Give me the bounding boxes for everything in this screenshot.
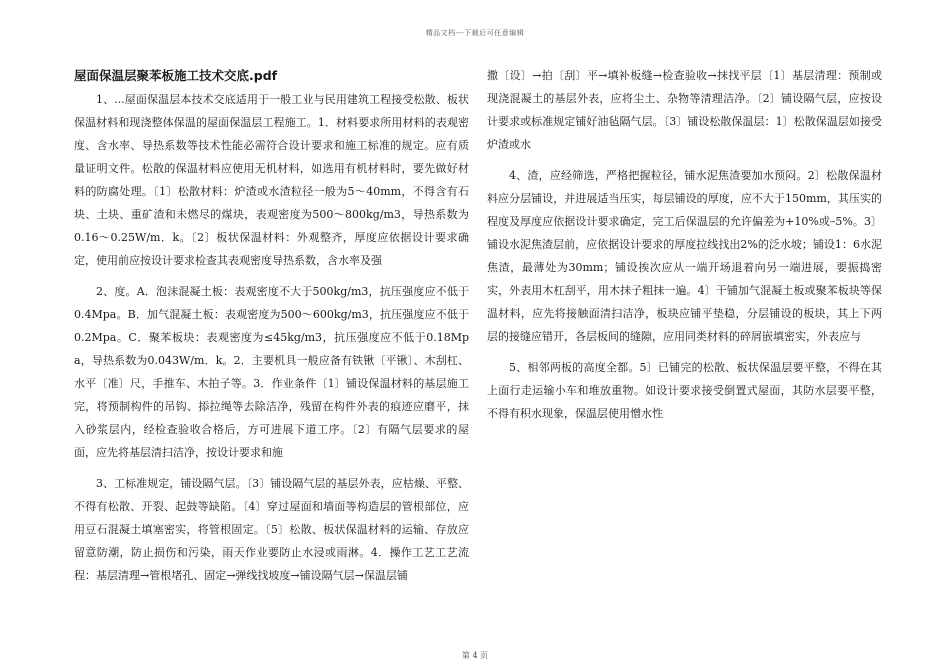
- page-header: 精品文档---下载后可任意编辑: [425, 29, 525, 37]
- document-title: 屋面保温层聚苯板施工技术交底.pdf: [74, 68, 278, 83]
- paragraph: 撒〔设〕→拍〔刮〕平→填补板缝→检查验收→抹找平层〔1〕基层清理：预制或现浇混凝土的基层外表，应将尘土、杂物等清理洁净。〔2〕铺设隔气层，应按设计要求或标准规定铺好油毡隔气层。〔3〕铺设松散保温层：1〕松散保温层如接受炉渣或水: [487, 69, 882, 151]
- left-column: [74, 64, 469, 595]
- right-column: [487, 64, 882, 433]
- paragraph: 1、...屋面保温层本技术交底适用于一般工业与民用建筑工程接受松散、板状保温材料和现浇整体保温的屋面保温层工程施工。1．材料要求所用材料的表观密度、含水率、导热系数等技术性能必需符合设计要求和施工标准的规定。应有质量证明文件。松散的保温材料应使用无机材料，如选用有机材料时，要先做好材料的防腐处理。〔1〕松散材料：炉渣或水渣粒径一般为5～40mm，不得含有石块、土块、重矿渣和未燃尽的煤块，表观密度为500～800kg/m3，导热系数为0.16～0.25W/m．k。〔2〕板状保温材料：外观整齐，厚度应依据设计要求确定，使用前应按设计要求检查其表观密度导热系数，含水率及强: [74, 93, 469, 267]
- page-number: 第 4 页: [461, 651, 489, 660]
- paragraph: 5、相邻两板的高度全都。5〕已铺完的松散、板状保温层要平整，不得在其上面行走运输小车和堆放重物。如设计要求接受倒置式屋面，其防水层要平整，不得有积水现象，保温层使用憎水性: [487, 361, 882, 420]
- paragraph: 3、工标准规定，铺设隔气层。〔3〕铺设隔气层的基层外表，应枯燥、平整、不得有松散、开裂、起鼓等缺陷。〔4〕穿过屋面和墙面等构造层的管根部位，应用豆石混凝土填塞密实，将管根固定。〔5〕松散、板状保温材料的运输、存放应留意防潮，防止损伤和污染，雨天作业要防止水浸或雨淋。4．操作工艺工艺流程：基层清理→管根堵孔、固定→弹线找坡度→铺设隔气层→保温层铺: [74, 477, 469, 582]
- paragraph: 2、度。A．泡沫混凝土板：表观密度不大于500kg/m3，抗压强度应不低于0.4Mpa。B．加气混凝土板：表观密度为500～600kg/m3，抗压强度应不低于0.2Mpa。C．聚苯板块：表观密度为≤45kg/m3，抗压强度应不低于0.18Mpa，导热系数为0.043W/m．k。2．主要机具一般应备有铁锹〔平锹〕、木刮杠、水平〔准〕尺，手推车、木拍子等。3．作业条件〔1〕铺设保温材料的基层施工完，将预制构件的吊钩、掭拉绳等去除洁净，残留在构件外表的痕迹应磨平，抹入砂浆层内，经检查验收合格后，方可进展下道工序。〔2〕有隔气层要求的屋面，应先将基层清扫洁净，按设计要求和施: [74, 285, 469, 459]
- paragraph: 4、渣，应经筛选，严格把握粒径，铺水泥焦渣要加水预闷。2〕松散保温材料应分层铺设，并进展适当压实，每层铺设的厚度，应不大于150mm，其压实的程度及厚度应依据设计要求确定，完工后保温层的允许偏差为+10%或–5%。3〕铺设水泥焦渣层前，应依据设计要求的厚度拉线找出2%的泛水坡；铺设1：6水泥焦渣，最薄处为30mm；铺设挨次应从一端开场退着向另一端进展，要振捣密实，外表用木杠刮平，用木抹子粗抹一遍。4〕干铺加气混凝土板或聚苯板块等保温材料，应先将接触面清扫洁净，板块应铺平垫稳，分层铺设的板块，其上下两层的接缝应错开，各层板间的缝隙，应用同类材料的碎屑嵌填密实，外表应与: [487, 169, 882, 343]
